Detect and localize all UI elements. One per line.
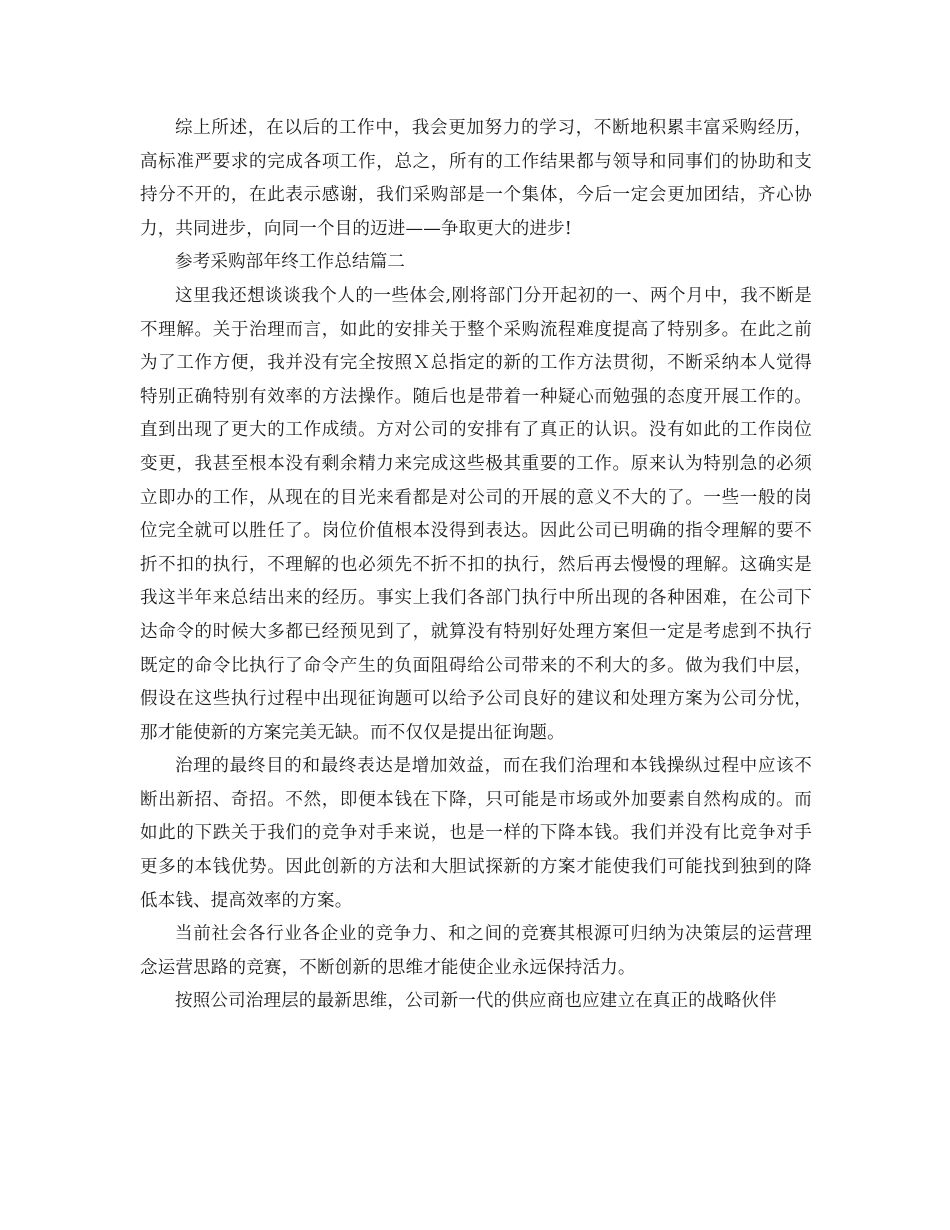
paragraph-competition: 当前社会各行业各企业的竞争力、和之间的竞赛其根源可归纳为决策层的运营理念运营思路的竞赛，不断创新的思维才能使企业永远保持活力。 bbox=[140, 924, 812, 978]
paragraph-management-goal: 治理的最终目的和最终表达是增加效益，而在我们治理和本钱操纵过程中应该不断出新招、奇招。不然，即便本钱在下降，只可能是市场或外加要素自然构成的。而如此的下跌关于我们的竞争对手来说，也是一样的下降本钱。我们并没有比竞争对手更多的本钱优势。因此创新的方法和大胆试探新的方案才能使我们可能找到独到的降低本钱、提高效率的方案。 bbox=[140, 756, 812, 911]
section-heading: 参考采购部年终工作总结篇二 bbox=[175, 252, 406, 273]
paragraph-supplier: 按照公司治理层的最新思维，公司新一代的供应商也应建立在真正的战略伙伴 bbox=[175, 991, 777, 1012]
paragraph-conclusion: 综上所述，在以后的工作中，我会更加努力的学习，不断地积累丰富采购经历，高标准严要求的完成各项工作，总之，所有的工作结果都与领导和同事们的协助和支持分不开的，在此表示感谢，我们采购部是一个集体，今后一定会更加团结，齐心协力，共同进步，向同一个目的迈进——争取更大的进步! bbox=[140, 118, 812, 239]
paragraph-experience: 这里我还想谈谈我个人的一些体会,刚将部门分开起初的一、两个月中，我不断是不理解。关于治理而言，如此的安排关于整个采购流程难度提高了特别多。在此之前为了工作方便，我并没有完全按照Ｘ总指定的新的工作方法贯彻，不断采纳本人觉得特别正确特别有效率的方法操作。随后也是带着一种疑心而勉强的态度开展工作的。直到出现了更大的工作成绩。方对公司的安排有了真正的认识。没有如此的工作岗位变更，我甚至根本没有剩余精力来完成这些极其重要的工作。原来认为特别急的必须立即办的工作，从现在的目光来看都是对公司的开展的意义不大的了。一些一般的岗位完全就可以胜任了。岗位价值根本没得到表达。因此公司已明确的指令理解的要不折不扣的执行，不理解的也必须先不折不扣的执行，然后再去慢慢的理解。这确实是我这半年来总结出来的经历。事实上我们各部门执行中所出现的各种困难，在公司下达命令的时候大多都已经预见到了，就算没有特别好处理方案但一定是考虑到不执行既定的命令比执行了命令产生的负面阻碍给公司带来的不利大的多。做为我们中层，假设在这些执行过程中出现征询题可以给予公司良好的建议和处理方案为公司分忧，那才能使新的方案完美无缺。而不仅仅是提出征询题。 bbox=[140, 285, 812, 743]
document-page bbox=[140, 112, 812, 1019]
